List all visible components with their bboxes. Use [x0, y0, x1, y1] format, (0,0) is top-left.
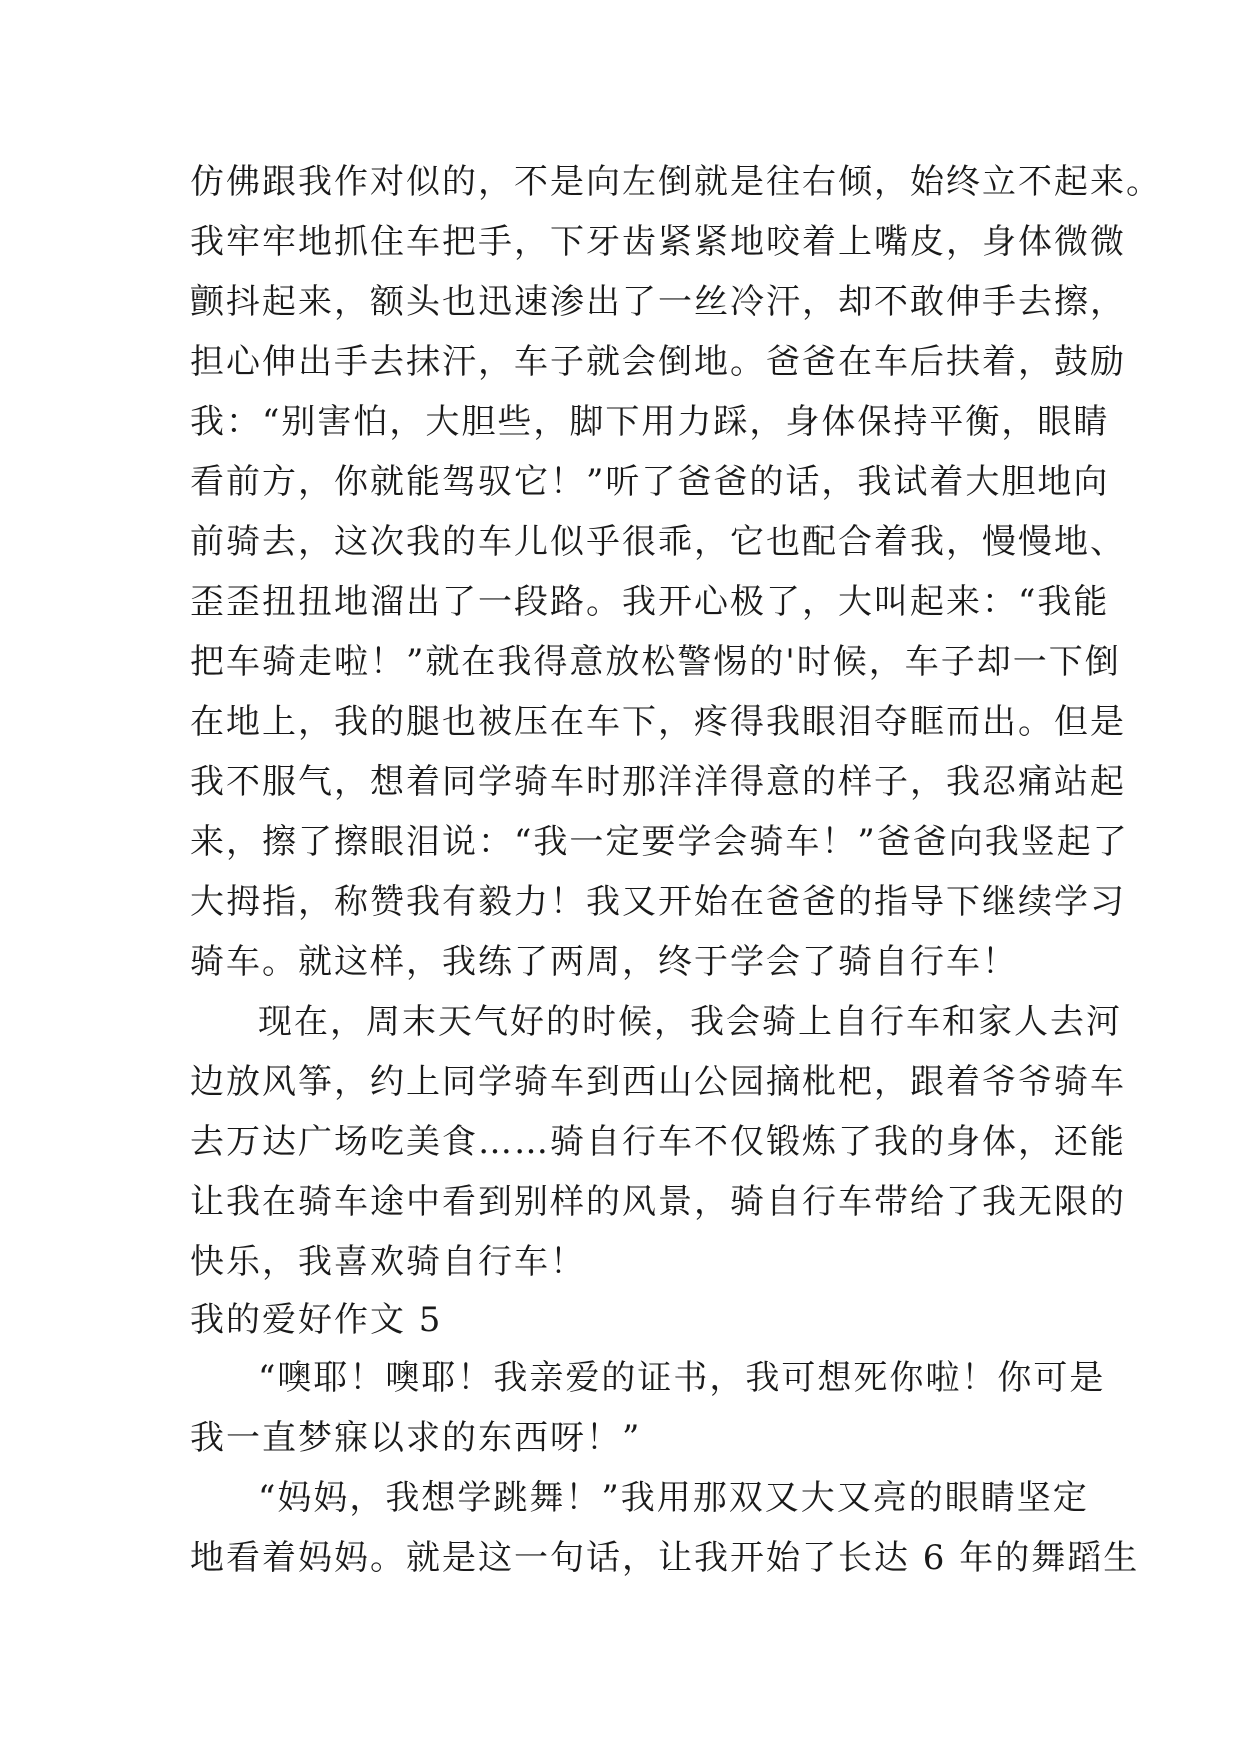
paragraph-start-line: “噢耶！噢耶！我亲爱的证书，我可想死你啦！你可是 — [258, 1358, 1106, 1398]
section-heading: 我的爱好作文 5 — [190, 1300, 443, 1340]
text-line: 骑车。就这样，我练了两周，终于学会了骑自行车！ — [190, 942, 1018, 982]
text-line: 快乐，我喜欢骑自行车！ — [190, 1242, 586, 1282]
text-line: 大拇指，称赞我有毅力！我又开始在爸爸的指导下继续学习 — [190, 882, 1126, 922]
text-line: 我：“别害怕，大胆些，脚下用力踩，身体保持平衡，眼睛 — [190, 402, 1110, 442]
paragraph-start-line: “妈妈，我想学跳舞！”我用那双又大又亮的眼睛坚定 — [258, 1478, 1089, 1518]
text-line: 让我在骑车途中看到别样的风景，骑自行车带给了我无限的 — [190, 1182, 1126, 1222]
text-line: 我不服气，想着同学骑车时那洋洋得意的样子，我忍痛站起 — [190, 762, 1126, 802]
text-line: 我牢牢地抓住车把手，下牙齿紧紧地咬着上嘴皮，身体微微 — [190, 222, 1126, 262]
text-line: 前骑去，这次我的车儿似乎很乖，它也配合着我，慢慢地、 — [190, 522, 1126, 562]
text-line: 仿佛跟我作对似的，不是向左倒就是往右倾，始终立不起来。 — [190, 162, 1162, 202]
text-line: 担心伸出手去抹汗，车子就会倒地。爸爸在车后扶着，鼓励 — [190, 342, 1126, 382]
text-line: 边放风筝，约上同学骑车到西山公园摘枇杷，跟着爷爷骑车 — [190, 1062, 1126, 1102]
text-line: 把车骑走啦！”就在我得意放松警惕的'时候，车子却一下倒 — [190, 642, 1121, 682]
paragraph-start-line: 现在，周末天气好的时候，我会骑上自行车和家人去河 — [258, 1002, 1122, 1042]
text-line: 来，擦了擦眼泪说：“我一定要学会骑车！”爸爸向我竖起了 — [190, 822, 1129, 862]
text-line: 去万达广场吃美食……骑自行车不仅锻炼了我的身体，还能 — [190, 1122, 1126, 1162]
text-line: 地看着妈妈。就是这一句话，让我开始了长达 6 年的舞蹈生 — [190, 1538, 1140, 1578]
text-line: 在地上，我的腿也被压在车下，疼得我眼泪夺眶而出。但是 — [190, 702, 1126, 742]
text-line: 歪歪扭扭地溜出了一段路。我开心极了，大叫起来：“我能 — [190, 582, 1110, 622]
text-line: 我一直梦寐以求的东西呀！” — [190, 1418, 642, 1458]
text-line: 颤抖起来，额头也迅速渗出了一丝冷汗，却不敢伸手去擦， — [190, 282, 1126, 322]
document-body — [190, 152, 1162, 1588]
text-line: 看前方，你就能驾驭它！”听了爸爸的话，我试着大胆地向 — [190, 462, 1110, 502]
